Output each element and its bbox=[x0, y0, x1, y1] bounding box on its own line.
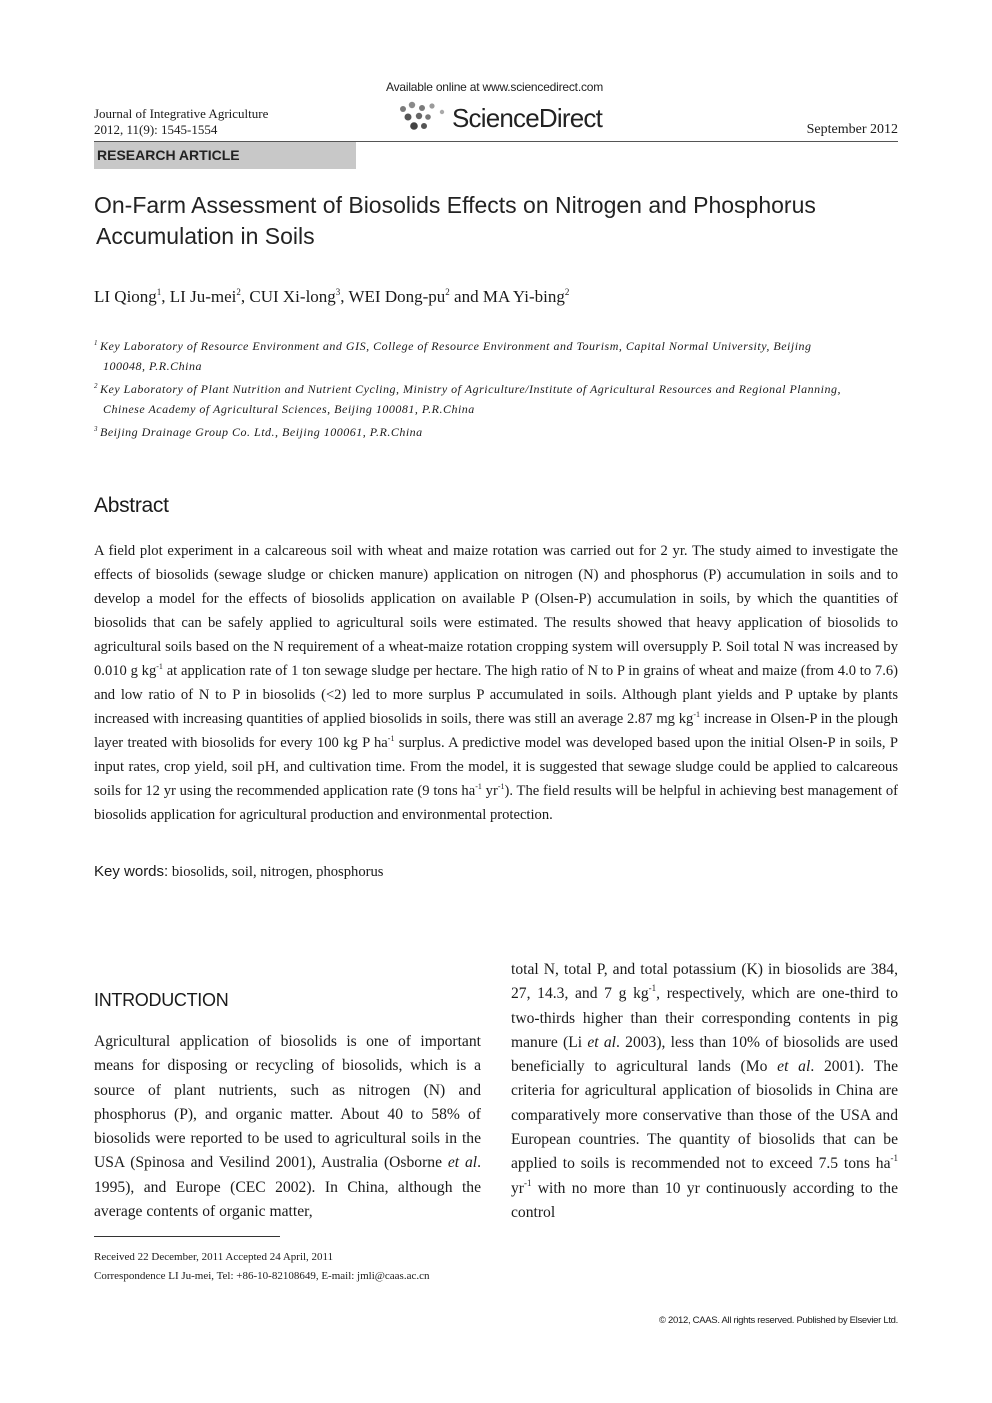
footnote-divider bbox=[94, 1236, 280, 1237]
body-text: total N, total P, and total potassium (K) in biosolids are 384, 27, 14.3, and 7 g kg bbox=[511, 961, 898, 1003]
body-text: yr bbox=[511, 1179, 524, 1197]
superscript: -1 bbox=[387, 734, 395, 743]
italic-text: et al bbox=[447, 1154, 478, 1172]
body-text: . 2003), less than 10% of biosolids are used beneficially to agricultural lands (Mo bbox=[511, 1033, 898, 1076]
affiliation-number: 1 bbox=[94, 339, 98, 347]
journal-name: Journal of Integrative Agriculture bbox=[94, 106, 269, 121]
affiliation-number: 3 bbox=[94, 425, 98, 433]
author-name: LI Qiong bbox=[94, 287, 157, 306]
keywords-text: biosolids, soil, nitrogen, phosphorus bbox=[168, 864, 384, 880]
journal-citation bbox=[94, 106, 268, 138]
author-separator: , bbox=[161, 287, 170, 306]
author-separator: , bbox=[240, 287, 250, 306]
italic-text: et al bbox=[777, 1058, 811, 1076]
abstract-text: at application rate of 1 ton sewage sludge per hectare. The high ratio of N to P in grains of wheat and maize (from 4.0 to 7.6) and low ratio of N to P in biosolids (<2) led to more surplus P accumulated in soils. Although plant yields and P uptake by plants increased with increasing quantities of applied biosolids in soils, there was still an average 2.87 mg kg bbox=[94, 663, 898, 727]
affiliation-number: 2 bbox=[94, 382, 98, 390]
introduction-heading: INTRODUCTION bbox=[94, 990, 229, 1010]
italic-text: et al bbox=[587, 1033, 616, 1051]
abstract-text: ). The field results will be helpful in achieving best management of biosolids application for agricultural production and environmental protection. bbox=[94, 783, 899, 823]
issue-date: September 2012 bbox=[806, 122, 898, 137]
abstract-text: A field plot experiment in a calcareous soil with wheat and maize rotation was carried out for 2 yr. The study aimed to investigate the effects of biosolids (sewage sludge or chicken manure) application on nitrogen (N) and phosphorus (P) accumulation in soils and to develop a model for the effects of biosolids application on available P (Olsen-P) accumulation in soils, by which the quantities of biosolids that can be safely applied to agricultural soils were estimated. The results showed that heavy application of biosolids to agricultural soils based on the N requirement of a wheat-maize rotation cropping system will oversupply P. Soil total N was increased by 0.010 g kg bbox=[94, 543, 898, 679]
body-text: with no more than 10 yr continuously according to the control bbox=[511, 1179, 898, 1221]
available-online-link[interactable]: Available online at www.sciencedirect.com bbox=[386, 80, 604, 94]
body-text: Agricultural application of biosolids is one of important means for disposing or recycling of biosolids, which is a source of plant nutrients, such as nitrogen (N) and phosphorus (P), and organic matter. About 40 to 58% of biosolids were reported to be used to agricultural soils in the USA (Spinosa and Vesilind 2001), Australia (Osborne bbox=[94, 1033, 481, 1172]
body-column-left bbox=[94, 1030, 481, 1224]
superscript: -1 bbox=[648, 983, 657, 994]
affiliation-text: Beijing Drainage Group Co. Ltd., Beijing 100061, P.R.China bbox=[100, 425, 423, 439]
title-line-2: Accumulation in Soils bbox=[96, 223, 315, 249]
copyright-notice: © 2012, CAAS. All rights reserved. Published by Elsevier Ltd. bbox=[659, 1315, 898, 1326]
journal-volume: 2012, 11(9): 1545-1554 bbox=[94, 122, 218, 137]
author-name: WEI Dong-pu bbox=[348, 287, 446, 306]
correspondence-info: Correspondence LI Ju-mei, Tel: +86-10-82108649, E-mail: jmli@caas.ac.cn bbox=[94, 1270, 430, 1282]
affiliation-text: Key Laboratory of Plant Nutrition and Nutrient Cycling, Ministry of Agriculture/Institute of Agricultural Resources and Regional Planning, bbox=[100, 382, 841, 396]
body-paragraph bbox=[511, 958, 898, 1225]
superscript: -1 bbox=[890, 1153, 898, 1164]
author-affiliation-mark: 1 bbox=[156, 287, 162, 297]
author-separator: , bbox=[340, 287, 349, 306]
superscript: -1 bbox=[156, 662, 163, 671]
abstract-body bbox=[94, 539, 898, 827]
author-affiliation-mark: 2 bbox=[236, 287, 241, 297]
body-text: , respectively, which are one-third to two-thirds higher than their corresponding contents in pig manure (Li bbox=[511, 985, 899, 1051]
body-text: . 1995), and Europe (CEC 2002). In China, although the average contents of organic matter, bbox=[94, 1154, 481, 1221]
sciencedirect-wordmark: ScienceDirect bbox=[452, 103, 602, 133]
body-text: . 2001). The criteria for agricultural application of biosolids in China are comparatively more conservative than those of the USA and European countries. The quantity of biosolids that can be applied to soils is recommended not to exceed 7.5 tons ha bbox=[511, 1058, 898, 1173]
superscript: -1 bbox=[475, 782, 482, 791]
received-dates: Received 22 December, 2011 Accepted 24 April, 2011 bbox=[94, 1251, 334, 1263]
body-paragraph bbox=[94, 1030, 481, 1224]
author-conjunction: and bbox=[449, 287, 483, 306]
author-name: LI Ju-mei bbox=[169, 287, 237, 306]
article-type-label: RESEARCH ARTICLE bbox=[97, 147, 240, 163]
body-column-right bbox=[511, 958, 898, 1225]
affiliation-text: Key Laboratory of Resource Environment and GIS, College of Resource Environment and Tourism, Capital Normal University, Beijing bbox=[100, 339, 812, 353]
abstract-heading: Abstract bbox=[94, 494, 169, 517]
abstract-text: surplus. A predictive model was developed based upon the initial Olsen-P in soils, P input rates, crop yield, soil pH, and cultivation time. From the model, it is suggested that sewage sludge could be applied to calcareous soils for 12 yr using the recommended application rate (9 tons ha bbox=[94, 735, 898, 799]
abstract-text: yr bbox=[481, 783, 498, 799]
keywords bbox=[94, 863, 383, 881]
author-affiliation-mark: 2 bbox=[564, 287, 570, 297]
superscript: -1 bbox=[497, 782, 505, 791]
author-name: CUI Xi-long bbox=[249, 287, 336, 306]
superscript: -1 bbox=[693, 710, 701, 719]
author-name: MA Yi-bing bbox=[482, 287, 565, 306]
author-affiliation-mark: 2 bbox=[445, 287, 450, 297]
title-line-1: On-Farm Assessment of Biosolids Effects on Nitrogen and Phosphorus bbox=[94, 192, 816, 218]
affiliations bbox=[94, 333, 900, 442]
abstract-paragraph bbox=[94, 539, 898, 827]
affiliation-text: 100048, P.R.China bbox=[103, 359, 202, 373]
author-affiliation-mark: 3 bbox=[335, 287, 341, 297]
abstract-text: increase in Olsen-P in the plough layer treated with biosolids for every 100 kg P ha bbox=[94, 711, 898, 751]
affiliation-1 bbox=[94, 333, 900, 376]
affiliation-3 bbox=[94, 419, 900, 442]
superscript: -1 bbox=[524, 1177, 532, 1188]
article-title bbox=[94, 190, 906, 252]
affiliation-text: Chinese Academy of Agricultural Sciences, Beijing 100081, P.R.China bbox=[103, 402, 475, 416]
keywords-label: Key words: bbox=[94, 863, 169, 880]
affiliation-2 bbox=[94, 376, 900, 419]
author-list bbox=[94, 287, 569, 307]
